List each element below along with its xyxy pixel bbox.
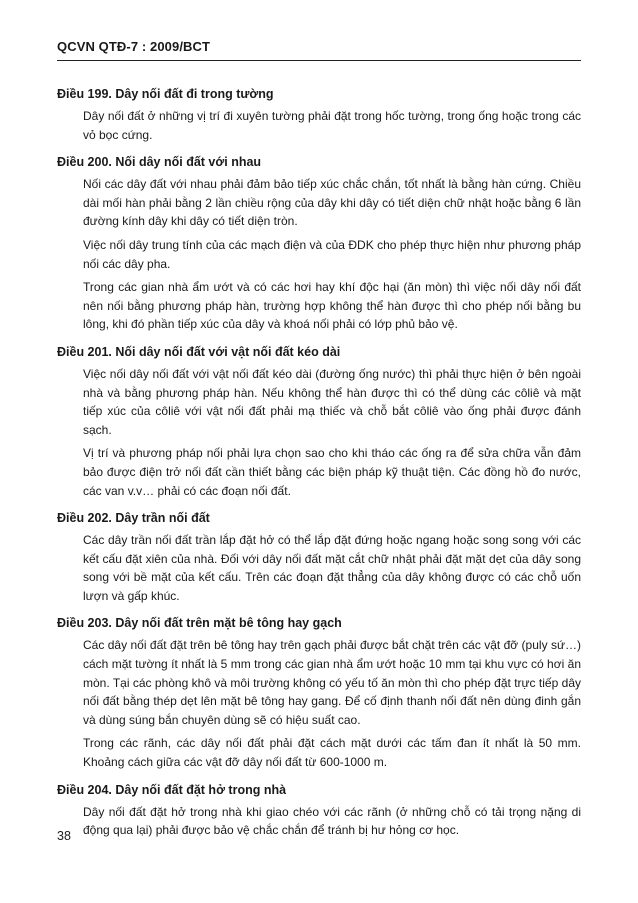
article-paragraph: Các dây trần nối đất trần lắp đặt hở có thể lắp đặt đứng hoặc ngang hoặc song song với các kết cấu đặt xiên của nhà. Đối với dây nối đất mặt cắt chữ nhật phải đặt mặt dẹt của dây song song với bề mặt của kết cấu. Trên các đoạn đặt thẳng của dây không được có các chỗ uốn lượn và gấp khúc. <box>83 533 581 603</box>
article-202 <box>57 510 581 605</box>
article-200 <box>57 154 581 334</box>
article-title: Điều 204. Dây nối đất đặt hở trong nhà <box>57 782 287 797</box>
article-title: Điều 202. Dây trần nối đất <box>57 511 210 526</box>
article-203 <box>57 615 581 771</box>
article-paragraph: Trong các rãnh, các dây nối đất phải đặt cách mặt dưới các tấm đan ít nhất là 50 mm. Khoảng cách giữa các vật đỡ dây nối đất từ 600-1000 m. <box>83 736 581 770</box>
header-rule <box>57 60 581 61</box>
document-body <box>57 86 581 850</box>
article-199 <box>57 86 581 144</box>
article-204 <box>57 782 581 840</box>
article-title: Điều 199. Dây nối đất đi trong tường <box>57 87 274 101</box>
article-paragraph: Dây nối đất đặt hở trong nhà khi giao chéo với các rãnh (ở những chỗ có tải trọng nặng di động qua lại) phải được bảo vệ chắc chắn để tránh bị hư hỏng cơ học. <box>83 804 581 838</box>
article-paragraph: Nối các dây đất với nhau phải đảm bảo tiếp xúc chắc chắn, tốt nhất là bằng hàn cứng. Chiều dài mối hàn phải bằng 2 lần chiều rộng của dây khi dây có tiết diện chữ nhật hoặc bằng 6 lần đường kính dây khi dây có tiết diện tròn. <box>83 177 581 229</box>
article-paragraph: Trong các gian nhà ẩm ướt và có các hơi hay khí độc hại (ăn mòn) thì việc nối dây nối đất nên nối bằng phương pháp hàn, trường hợp không thể hàn được thì cho phép nối bằng bu lông, khi đó phần tiếp xúc của dây và khoá nối phải có lớp phủ bảo vệ. <box>83 280 581 332</box>
page-number: 38 <box>57 829 71 843</box>
article-title: Điều 203. Dây nối đất trên mặt bê tông hay gạch <box>57 616 342 631</box>
article-paragraph: Việc nối dây nối đất với vật nối đất kéo dài (đường ống nước) thì phải thực hiện ở bên ngoài nhà và bằng phương pháp hàn. Nếu không thể hàn được thì có thể dùng các côliê và mặt tiếp xúc của côliê với vật nối đất phải mạ thiếc và chỗ bắt côliê vào ống phải được đánh sạch. <box>83 366 581 437</box>
article-201 <box>57 344 581 500</box>
article-paragraph: Dây nối đất ở những vị trí đi xuyên tường phải đặt trong hốc tường, trong ống hoặc trong các vỏ bọc cứng. <box>83 109 581 142</box>
article-title: Điều 200. Nối dây nối đất với nhau <box>57 155 262 170</box>
article-paragraph: Việc nối dây trung tính của các mạch điện và của ĐDK cho phép thực hiện như phương pháp nối các dây pha. <box>83 237 581 271</box>
article-title: Điều 201. Nối dây nối đất với vật nối đất kéo dài <box>57 344 341 359</box>
article-paragraph: Các dây nối đất đặt trên bê tông hay trên gạch phải được bắt chặt trên các vật đỡ (puly sứ…) cách mặt tường ít nhất là 5 mm trong các gian nhà ẩm ướt hoặc 10 mm tại khu vực có hơi ăn mòn. Tại các phòng khô và môi trường không có yếu tố ăn mòn thì cho phép đặt trực tiếp dây nối đất bằng thép dẹt lên mặt bê tông hay gang. Để cố định thanh nối đất nên dùng đinh gắn và dùng súng bắn chuyên dùng sẽ có hiệu suất cao. <box>83 638 581 727</box>
running-header: QCVN QTĐ-7 : 2009/BCT <box>57 39 211 54</box>
article-paragraph: Vị trí và phương pháp nối phải lựa chọn sao cho khi tháo các ống ra để sửa chữa vẫn đảm bảo được điện trở nối đất cần thiết bằng các biện pháp kỹ thuật tiện. Các đồng hồ đo nước, các van v.v… phải có các đoạn nối đất. <box>83 446 581 498</box>
